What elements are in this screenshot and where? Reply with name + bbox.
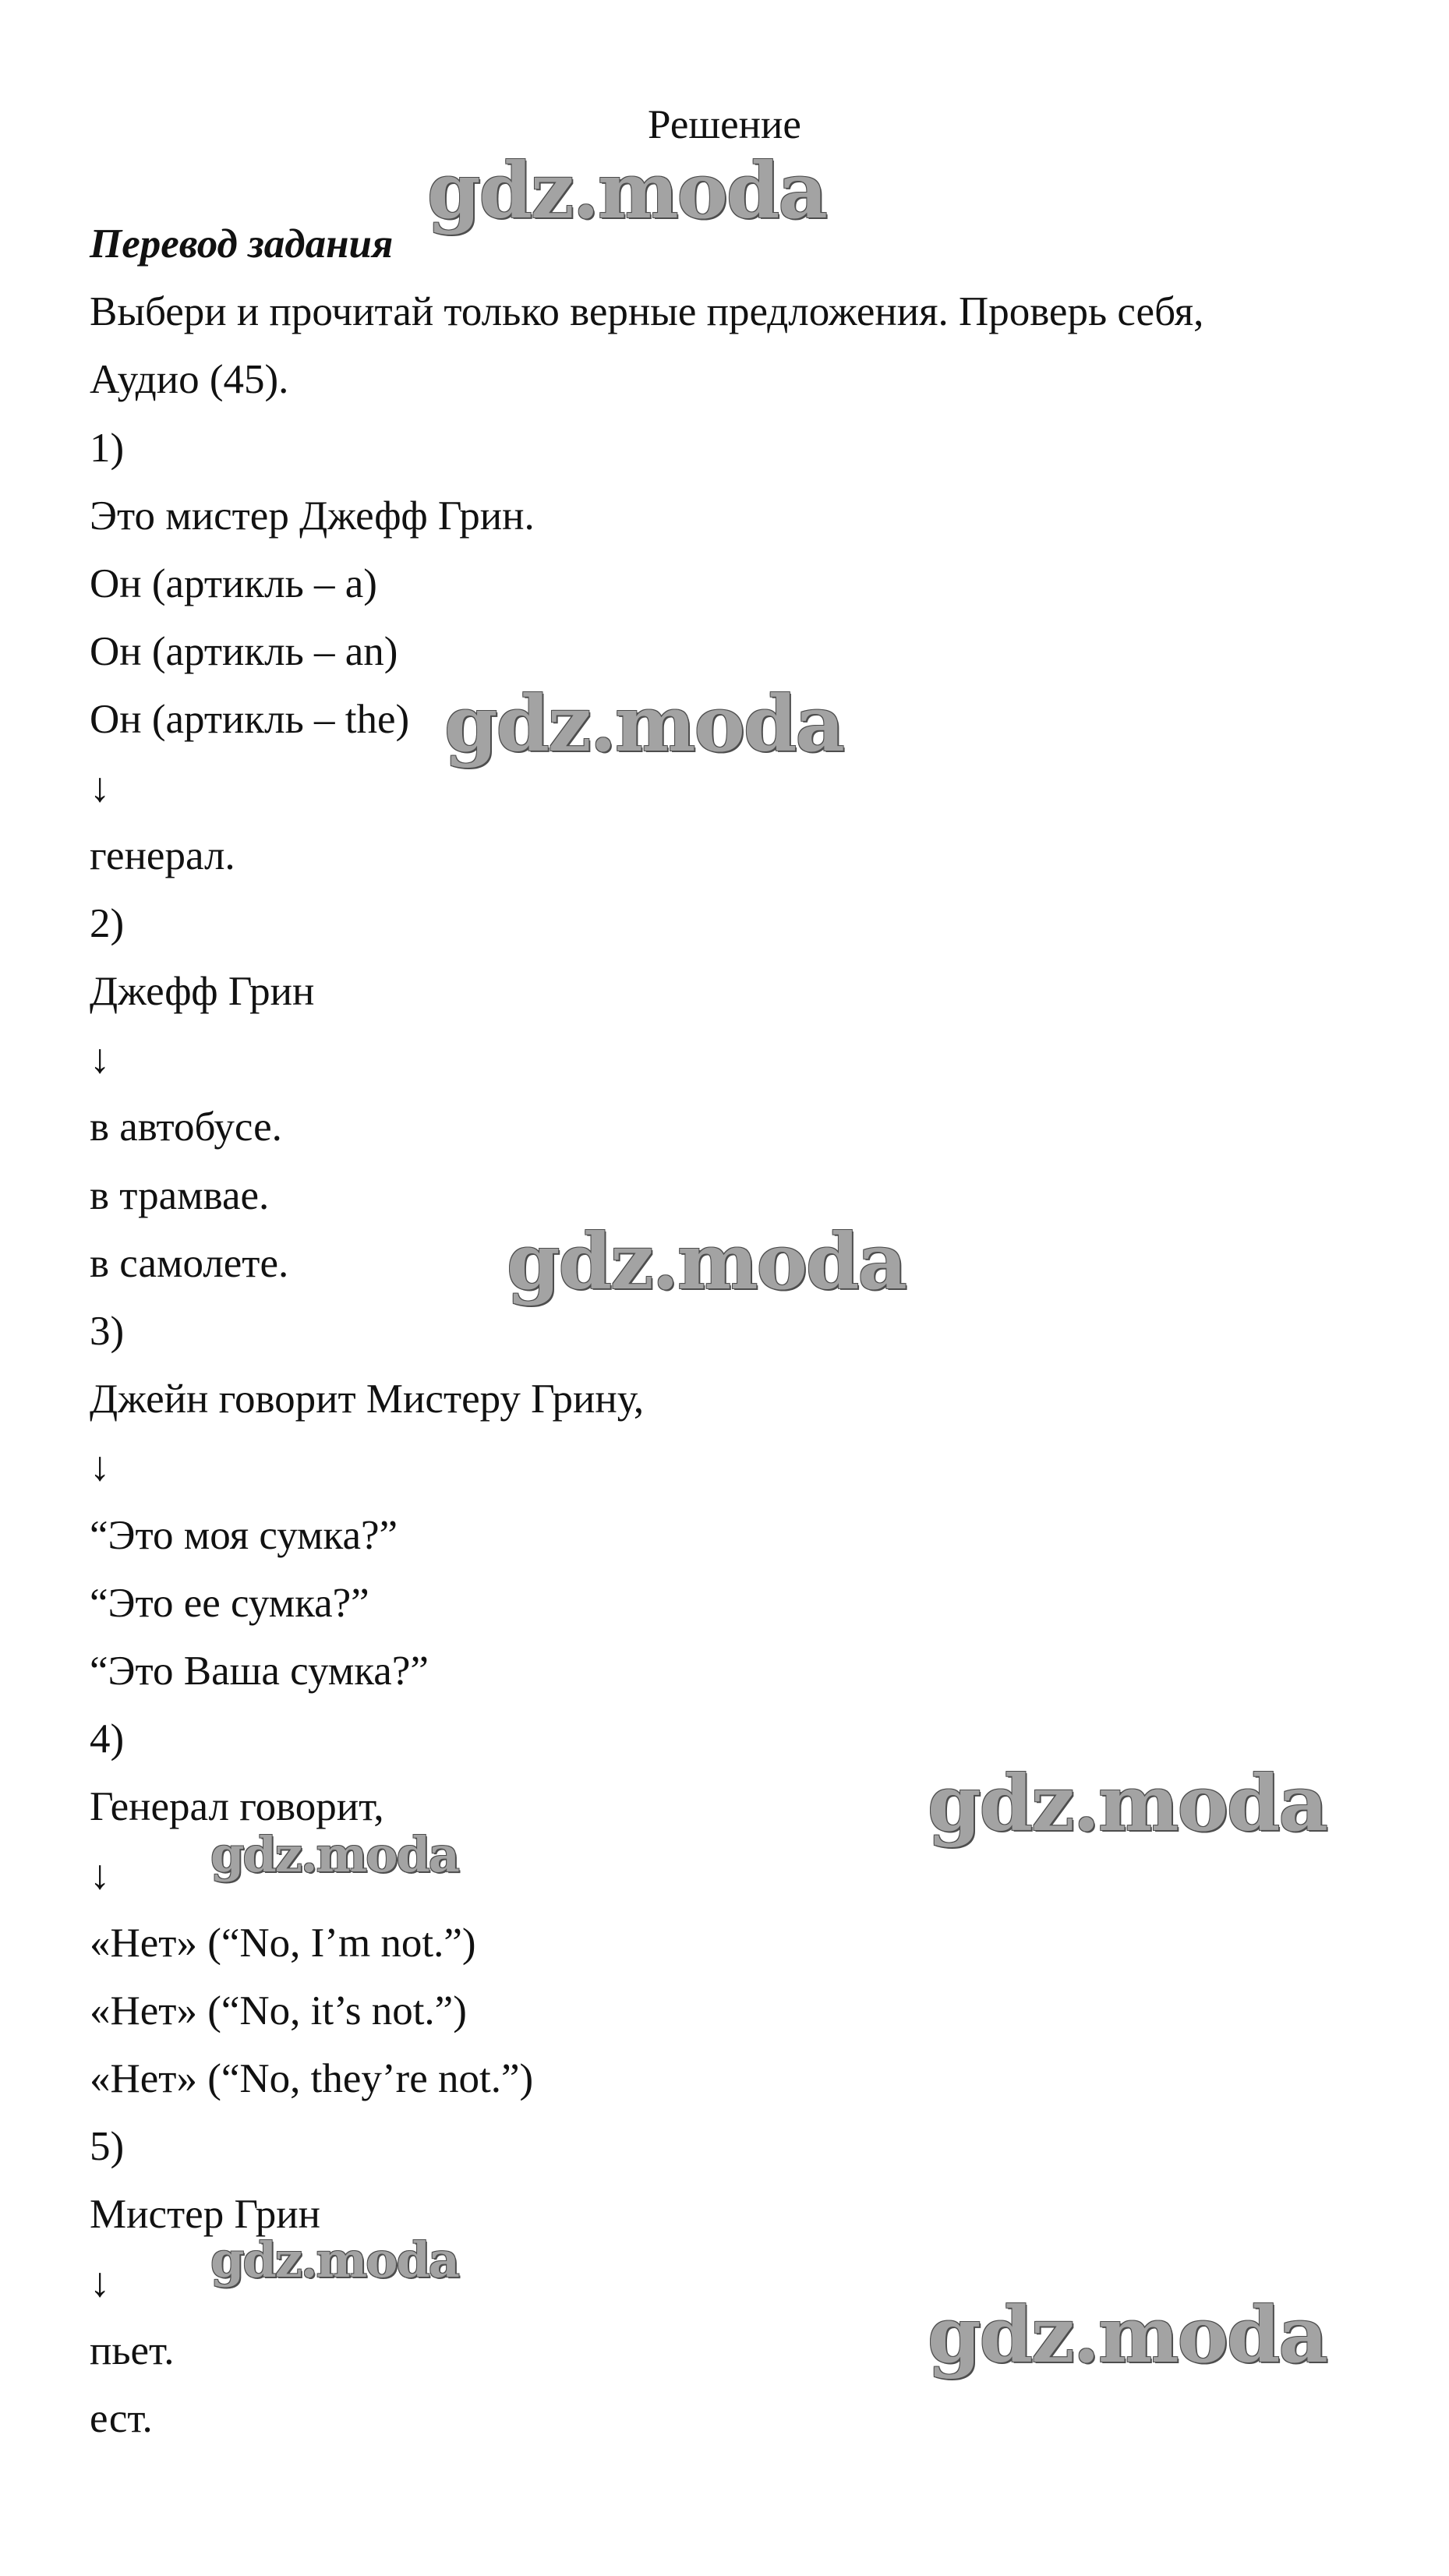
text-line: Он (артикль – the) bbox=[90, 697, 410, 743]
text-line: 2) bbox=[90, 900, 125, 946]
watermark: gdz.moda bbox=[507, 1217, 906, 1307]
text-line: Он (артикль – an) bbox=[90, 629, 398, 675]
text-line: в автобусе. bbox=[90, 1104, 282, 1150]
text-line: генерал. bbox=[90, 832, 235, 878]
page-heading: Решение bbox=[648, 102, 801, 147]
text-line: Джефф Грин bbox=[90, 969, 315, 1015]
text-line: 5) bbox=[90, 2124, 125, 2170]
text-line: Аудио (45). bbox=[90, 357, 289, 403]
watermark: gdz.moda bbox=[427, 147, 826, 236]
text-line: «Нет» (“No, it’s not.”) bbox=[90, 1988, 467, 2034]
text-line: ест. bbox=[90, 2396, 153, 2441]
text-line: “Это моя сумка?” bbox=[90, 1512, 398, 1558]
text-line: в самолете. bbox=[90, 1240, 289, 1286]
text-line: Перевод задания bbox=[90, 221, 394, 267]
watermark: gdz.moda bbox=[210, 1826, 458, 1883]
watermark: gdz.moda bbox=[210, 2231, 458, 2288]
solution-body bbox=[90, 210, 1384, 2453]
text-line: “Это ее сумка?” bbox=[90, 1580, 369, 1626]
arrow-down-line: ↓ bbox=[90, 765, 111, 811]
text-line: Генерал говорит, bbox=[90, 1784, 384, 1830]
text-line: Он (артикль – a) bbox=[90, 560, 377, 606]
text-line: 1) bbox=[90, 425, 125, 471]
text-line: «Нет» (“No, I’m not.”) bbox=[90, 1920, 476, 1966]
arrow-down-line: ↓ bbox=[90, 1037, 111, 1083]
text-line: Это мистер Джефф Грин. bbox=[90, 493, 535, 539]
text-line: пьет. bbox=[90, 2327, 175, 2373]
watermark: gdz.moda bbox=[444, 680, 843, 769]
text-line: Мистер Грин bbox=[90, 2192, 320, 2238]
text-line: в трамвае. bbox=[90, 1172, 270, 1218]
text-line: “Это Ваша сумка?” bbox=[90, 1648, 429, 1694]
text-line: 3) bbox=[90, 1309, 125, 1354]
watermark: gdz.moda bbox=[928, 2291, 1327, 2380]
text-line: Джейн говорит Мистеру Грину, bbox=[90, 1376, 645, 1422]
text-line: «Нет» (“No, they’re not.”) bbox=[90, 2056, 534, 2102]
arrow-down-line: ↓ bbox=[90, 2260, 111, 2306]
watermark: gdz.moda bbox=[928, 1759, 1327, 1849]
text-line: 4) bbox=[90, 1716, 125, 1762]
arrow-down-line: ↓ bbox=[90, 1444, 111, 1490]
text-line: Выбери и прочитай только верные предложения. Проверь себя, bbox=[90, 289, 1204, 335]
arrow-down-line: ↓ bbox=[90, 1852, 111, 1898]
